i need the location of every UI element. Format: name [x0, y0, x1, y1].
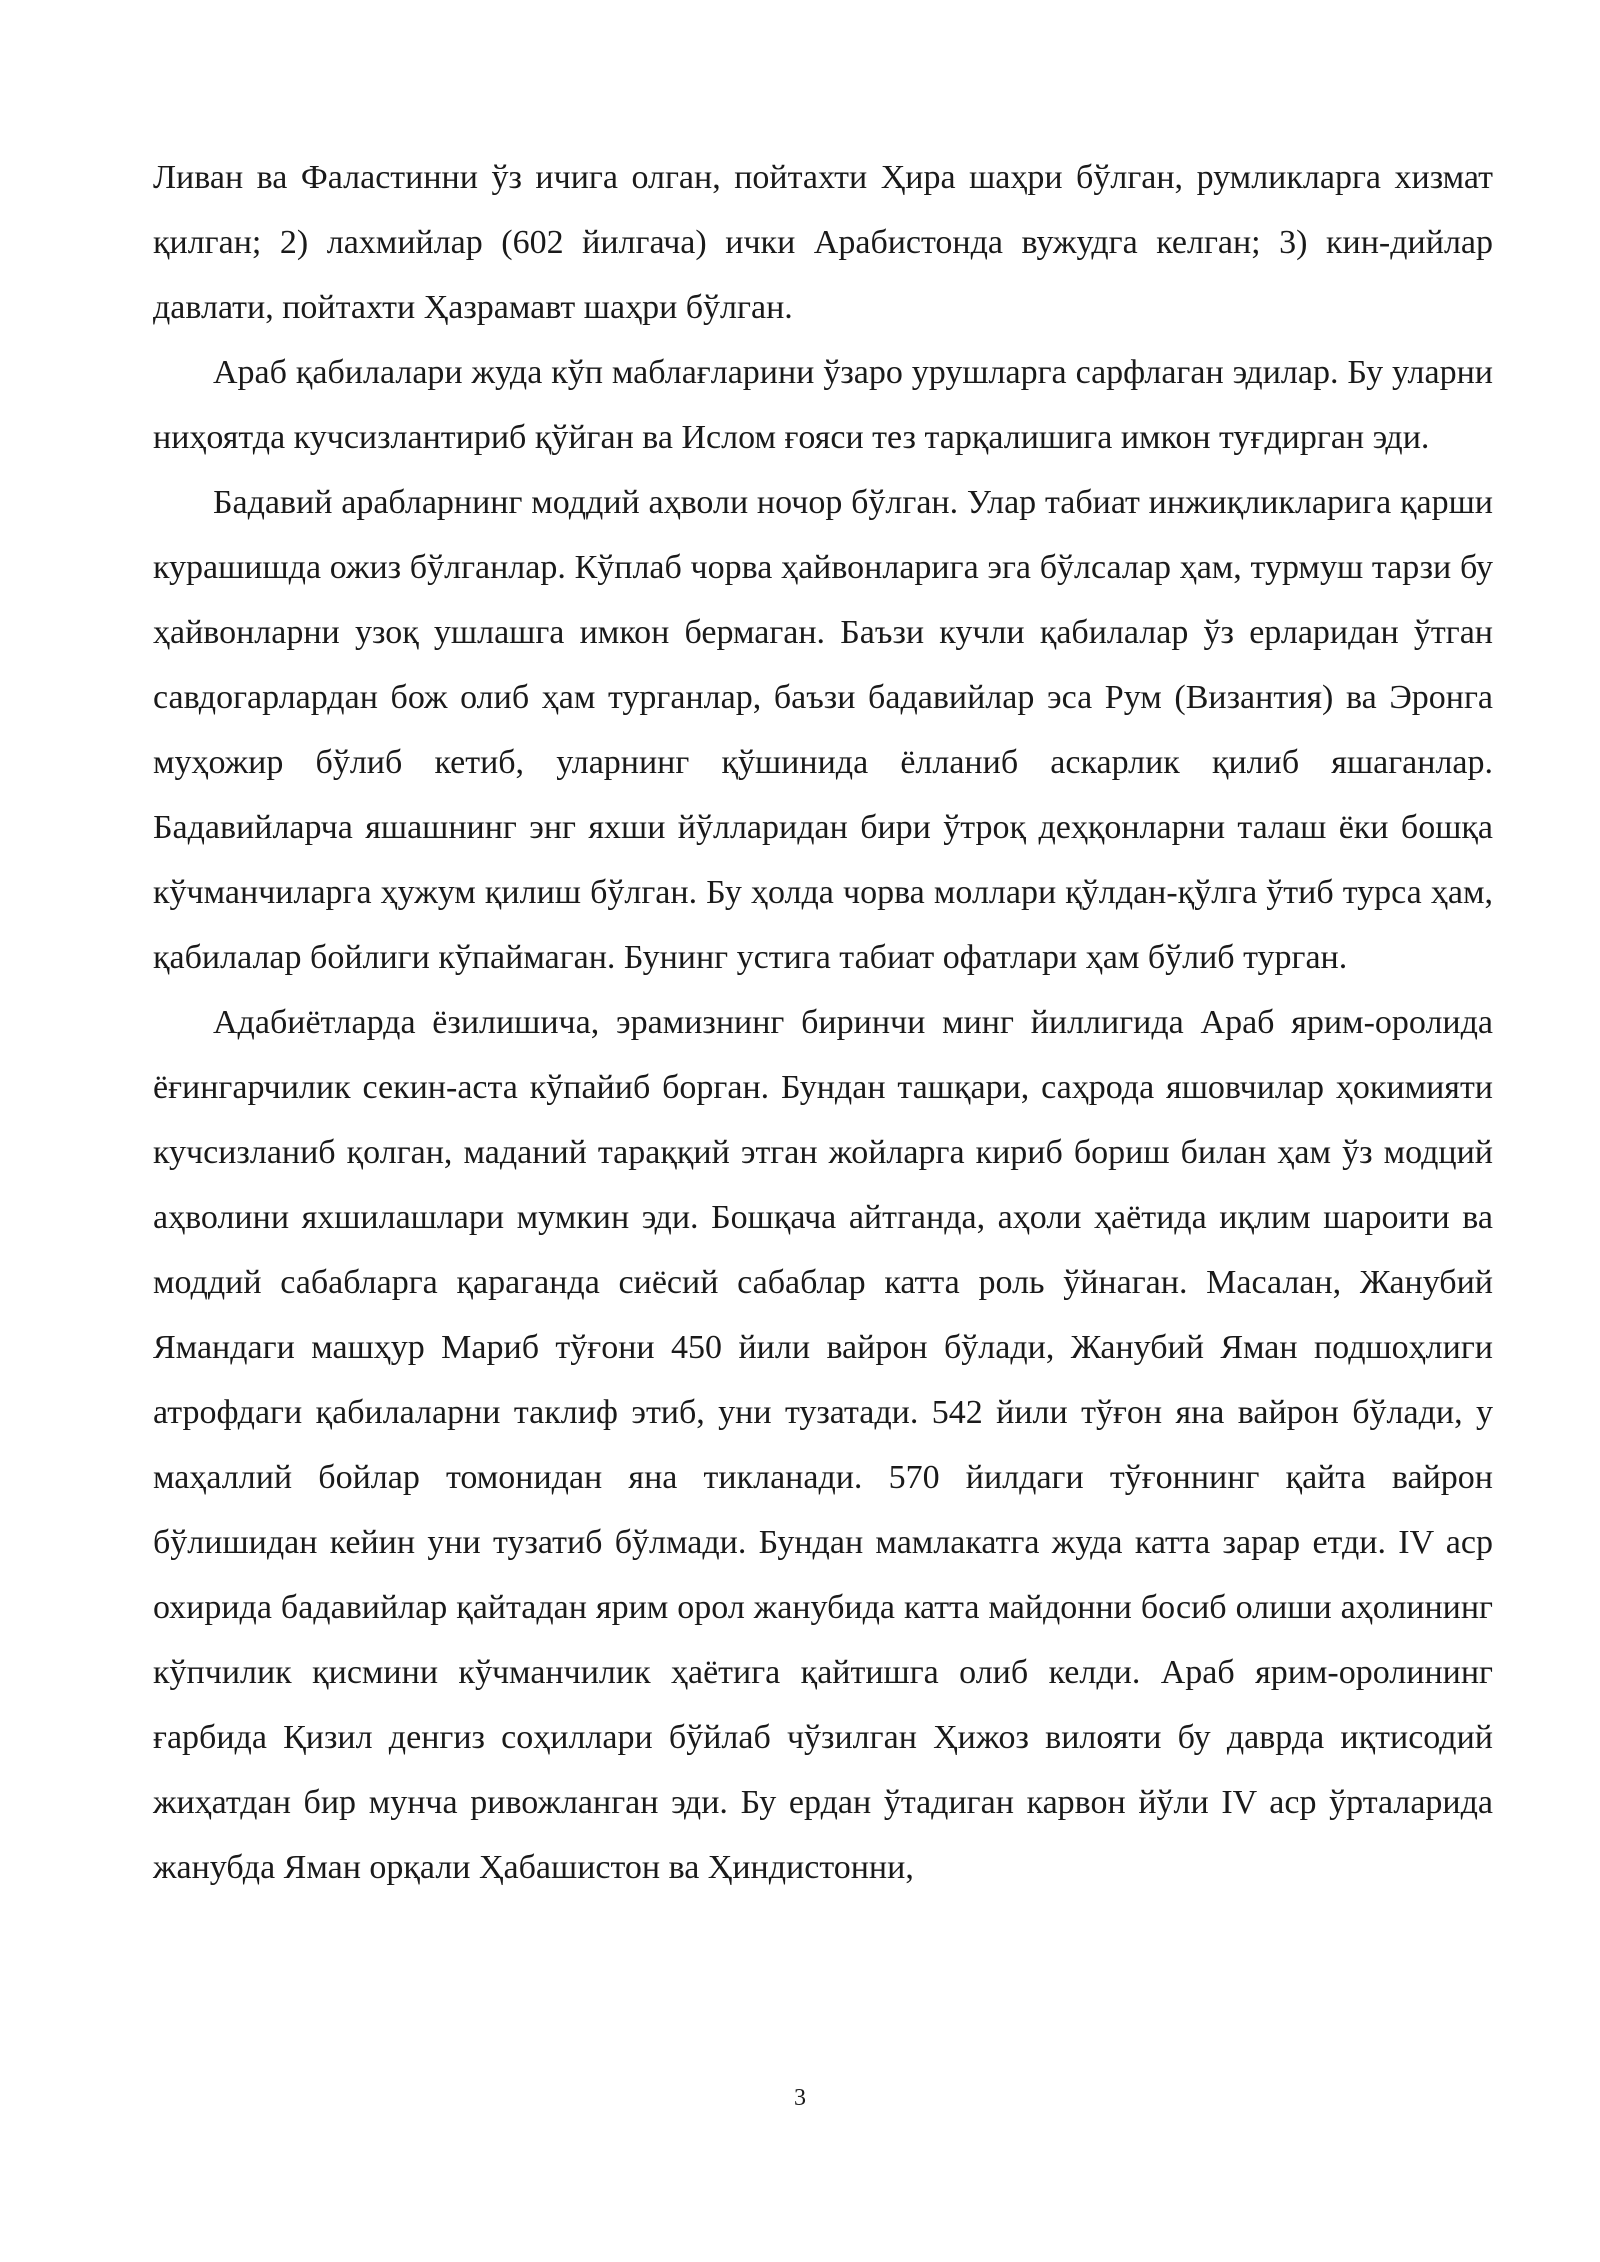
paragraph-4: Адабиётларда ёзилишича, эрамизнинг биринчи минг йиллигида Араб ярим-оролида ёғингарчилик секин-аста кўпайиб борган. Бундан ташқари, саҳрода яшовчилар ҳокимияти кучсизланиб қолган, маданий тараққий этган жойларга кириб бориш билан ҳам ўз модций аҳволини яхшилашлари мумкин эди. Бошқача айтганда, аҳоли ҳаётида иқлим шароити ва моддий сабабларга қараганда сиёсий сабаблар катта роль ўйнаган. Масалан, Жанубий Ямандаги машҳур Мариб тўғони 450 йили вайрон бўлади, Жанубий Яман подшоҳлиги атрофдаги қабилаларни таклиф этиб, уни тузатади. 542 йили тўғон яна вайрон бўлади, у маҳаллий бойлар томонидан яна тикланади. 570 йилдаги тўғоннинг қайта вайрон бўлишидан кейин уни тузатиб бўлмади. Бундан мамлакатга жуда катта зарар етди. IV аср охирида бадавийлар қайтадан ярим орол жанубида катта майдонни босиб олиши аҳолининг кўпчилик қисмини кўчманчилик ҳаётига қайтишга олиб келди. Араб ярим-оролининг ғарбида Қизил денгиз соҳиллари бўйлаб чўзилган Ҳижоз вилояти бу даврда иқтисодий жиҳатдан бир мунча ривожланган эди. Бу ердан ўтадиган карвон йўли IV аср ўрталарида жанубда Яман орқали Ҳабашистон ва Ҳиндистонни,: [153, 1004, 1493, 1886]
paragraph-1: Ливан ва Фаластинни ўз ичига олган, пойтахти Ҳира шаҳри бўлган, румликларга хизмат қилган; 2) лахмийлар (602 йилгача) ички Арабистонда вужудга келган; 3) кин-дийлар давлати, пойтахти Ҳазрамавт шаҳри бўлган.: [153, 159, 1493, 326]
paragraph-2: Араб қабилалари жуда кўп маблағларини ўзаро урушларга сарфлаган эдилар. Бу уларни ниҳоятда кучсизлантириб қўйган ва Ислом ғояси тез тарқалишига имкон туғдирган эди.: [153, 354, 1493, 456]
page-number: 3: [794, 2085, 806, 2111]
document-body: [153, 145, 1493, 1900]
paragraph-3: Бадавий арабларнинг моддий аҳволи ночор бўлган. Улар табиат инжиқликларига қарши курашишда ожиз бўлганлар. Кўплаб чорва ҳайвонларига эга бўлсалар ҳам, турмуш тарзи бу ҳайвонларни узоқ ушлашга имкон бермаган. Баъзи кучли қабилалар ўз ерларидан ўтган савдогарлардан бож олиб ҳам турганлар, баъзи бадавийлар эса Рум (Византия) ва Эронга муҳожир бўлиб кетиб, уларнинг қўшинида ёлланиб аскарлик қилиб яшаганлар. Бадавийларча яшашнинг энг яхши йўлларидан бири ўтроқ деҳқонларни талаш ёки бошқа кўчманчиларга ҳужум қилиш бўлган. Бу ҳолда чорва моллари қўлдан-қўлга ўтиб турса ҳам, қабилалар бойлиги кўпаймаган. Бунинг устига табиат офатлари ҳам бўлиб турган.: [153, 484, 1493, 976]
